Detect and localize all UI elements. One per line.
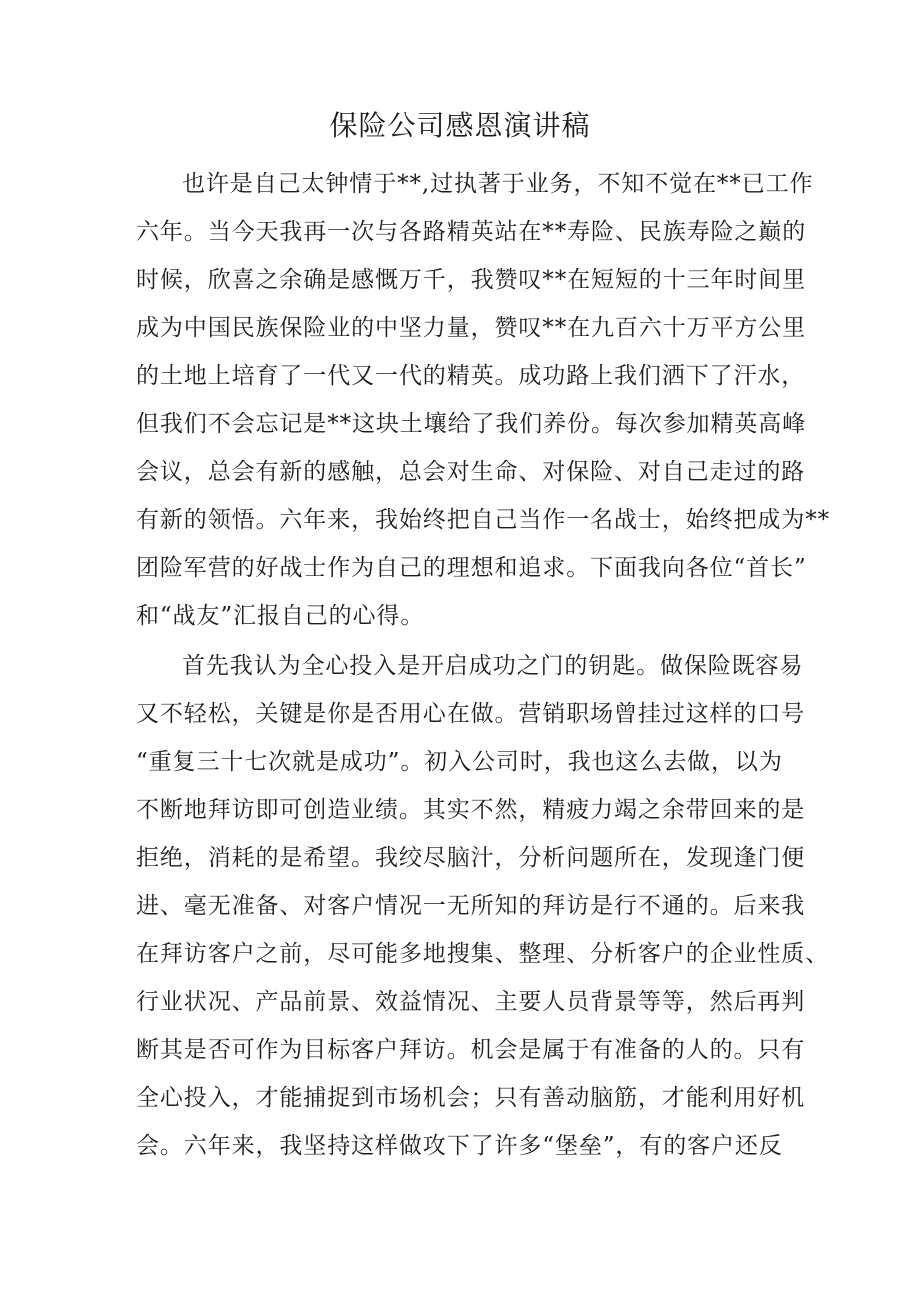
paragraph-2-line-6: 进、毫无准备、对客户情况一无所知的拜访是行不通的。后来我	[136, 893, 806, 919]
paragraph-1-line-7: 会议，总会有新的感触，总会对生命、对保险、对自己走过的路	[136, 459, 806, 485]
paragraph-2-line-2: 又不轻松，关键是你是否用心在做。营销职场曾挂过这样的口号	[136, 701, 806, 727]
paragraph-1-line-6: 但我们不会忘记是**这块土壤给了我们养份。每次参加精英高峰	[136, 411, 807, 437]
paragraph-1-line-5: 的土地上培育了一代又一代的精英。成功路上我们洒下了汗水，	[136, 363, 806, 389]
paragraph-2-line-5: 拒绝，消耗的是希望。我绞尽脑汁，分析问题所在，发现逢门便	[136, 845, 806, 871]
paragraph-2-line-8: 行业状况、产品前景、效益情况、主要人员背景等等，然后再判	[136, 989, 806, 1015]
paragraph-1-line-10: 和“战友”汇报自己的心得。	[136, 603, 425, 629]
paragraph-1-line-8: 有新的领悟。六年来，我始终把自己当作一名战士，始终把成为**	[136, 507, 830, 533]
document-title: 保险公司感恩演讲稿	[329, 109, 591, 142]
paragraph-1-line-1: 也许是自己太钟情于**,过执著于业务，不知不觉在**已工作	[182, 171, 814, 197]
paragraph-2-line-9: 断其是否可作为目标客户拜访。机会是属于有准备的人的。只有	[136, 1037, 806, 1063]
paragraph-2-line-4: 不断地拜访即可创造业绩。其实不然，精疲力竭之余带回来的是	[136, 797, 806, 823]
paragraph-2-line-11: 会。六年来，我坚持这样做攻下了许多“堡垒”，有的客户还反	[136, 1133, 783, 1159]
paragraph-1-line-3: 时候，欣喜之余确是感慨万千，我赞叹**在短短的十三年时间里	[136, 267, 807, 293]
paragraph-2-line-1: 首先我认为全心投入是开启成功之门的钥匙。做保险既容易	[182, 653, 804, 679]
paragraph-2-line-3: “重复三十七次就是成功”。初入公司时，我也这么去做，以为	[136, 749, 783, 775]
paragraph-1-line-9: 团险军营的好战士作为自己的理想和追求。下面我向各位“首长”	[136, 555, 807, 581]
paragraph-2-line-7: 在拜访客户之前，尽可能多地搜集、整理、分析客户的企业性质、	[136, 941, 830, 967]
paragraph-1-line-4: 成为中国民族保险业的中坚力量，赞叹**在九百六十万平方公里	[136, 315, 807, 341]
paragraph-2-line-10: 全心投入，才能捕捉到市场机会；只有善动脑筋，才能利用好机	[136, 1085, 806, 1111]
paragraph-1-line-2: 六年。当今天我再一次与各路精英站在**寿险、民族寿险之巅的	[136, 219, 807, 245]
